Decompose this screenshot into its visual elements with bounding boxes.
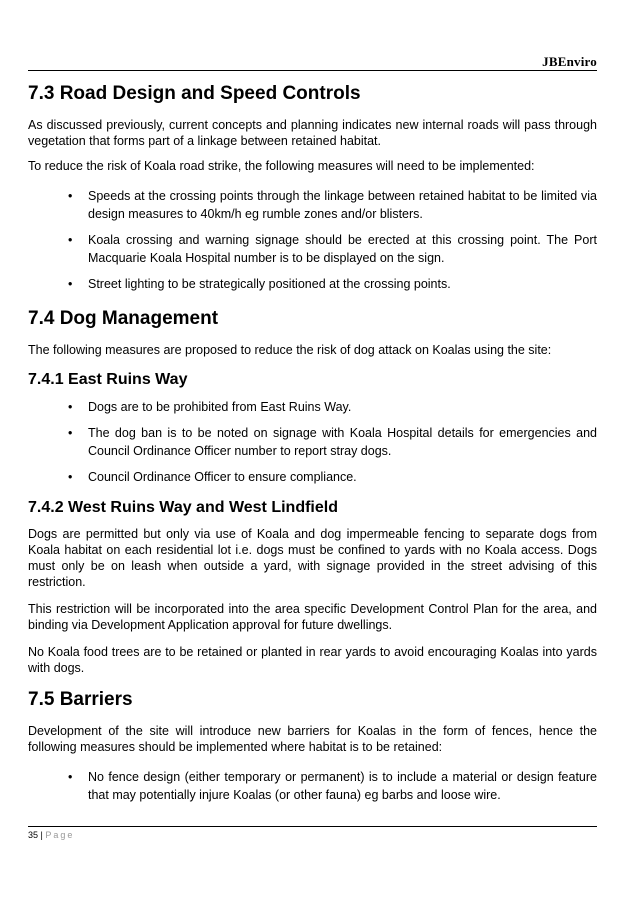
- list-item: [28, 424, 597, 460]
- page-header: [28, 54, 597, 71]
- section-7-3-bullet-list: [28, 187, 597, 293]
- brand-logo-text: JBEnviro: [542, 54, 597, 69]
- list-item: [28, 231, 597, 267]
- section-heading-7-4: 7.4 Dog Management: [28, 308, 219, 329]
- list-item-text: Dogs are to be prohibited from East Ruins Way.: [88, 400, 352, 414]
- page-number: 35: [28, 830, 39, 840]
- page-separator: |: [40, 830, 43, 840]
- section-7-4-2-paragraph-2: This restriction will be incorporated into the area specific Development Control Plan for the area, and binding via Development Application approval for future dwellings.: [28, 602, 597, 632]
- section-7-4-paragraph-1: The following measures are proposed to reduce the risk of dog attack on Koalas using the site:: [28, 343, 552, 357]
- list-item-text: Street lighting to be strategically positioned at the crossing points.: [88, 277, 451, 291]
- bullet-icon: •: [68, 470, 73, 484]
- bullet-icon: •: [68, 189, 73, 203]
- list-item-text: The dog ban is to be noted on signage with Koala Hospital details for emergencies and Council Ordinance Officer number to report stray dogs.: [88, 426, 597, 458]
- section-7-3-paragraph-2: To reduce the risk of Koala road strike, the following measures will need to be implemented:: [28, 159, 535, 173]
- list-item-text: No fence design (either temporary or permanent) is to include a material or design feature that may potentially injure Koalas (or other fauna) eg barbs and loose wire.: [88, 770, 597, 802]
- bullet-icon: •: [68, 426, 73, 440]
- section-7-5-paragraph-1: Development of the site will introduce new barriers for Koalas in the form of fences, hence the following measures should be implemented where habitat is to be retained:: [28, 724, 597, 754]
- bullet-icon: •: [68, 400, 73, 414]
- bullet-icon: •: [68, 770, 73, 784]
- page-label: Page: [45, 830, 75, 840]
- list-item-text: Koala crossing and warning signage should be erected at this crossing point. The Port Macquarie Koala Hospital number is to be displayed on the sign.: [88, 233, 597, 265]
- section-heading-7-4-1: 7.4.1 East Ruins Way: [28, 371, 188, 388]
- section-7-4-1-bullet-list: [28, 398, 597, 486]
- list-item-text: Council Ordinance Officer to ensure compliance.: [88, 470, 357, 484]
- section-heading-7-3: 7.3 Road Design and Speed Controls: [28, 83, 361, 104]
- list-item: [28, 275, 597, 293]
- list-item-text: Speeds at the crossing points through the linkage between retained habitat to be limited via design measures to 40km/h eg rumble zones and/or blisters.: [88, 189, 597, 221]
- section-7-4-2-paragraph-3: No Koala food trees are to be retained or planted in rear yards to avoid encouraging Koalas into yards with dogs.: [28, 645, 597, 675]
- section-7-3-paragraph-1: As discussed previously, current concepts and planning indicates new internal roads will pass through vegetation that forms part of a linkage between retained habitat.: [28, 118, 597, 148]
- page-content: [28, 82, 597, 812]
- bullet-icon: •: [68, 233, 73, 247]
- section-7-4-2-paragraph-1: Dogs are permitted but only via use of Koala and dog impermeable fencing to separate dogs from Koala habitat on each residential lot i.e. dogs must be confined to yards with no Koala access. Dogs must only be on leash when outside a yard, with signage provided in the street advising of this restriction.: [28, 527, 597, 589]
- section-heading-7-4-2: 7.4.2 West Ruins Way and West Lindfield: [28, 499, 338, 516]
- page-footer: [28, 826, 597, 840]
- list-item: [28, 768, 597, 804]
- list-item: [28, 187, 597, 223]
- list-item: [28, 398, 597, 416]
- section-7-5-bullet-list: [28, 768, 597, 804]
- list-item: [28, 468, 597, 486]
- section-heading-7-5: 7.5 Barriers: [28, 689, 133, 710]
- bullet-icon: •: [68, 277, 73, 291]
